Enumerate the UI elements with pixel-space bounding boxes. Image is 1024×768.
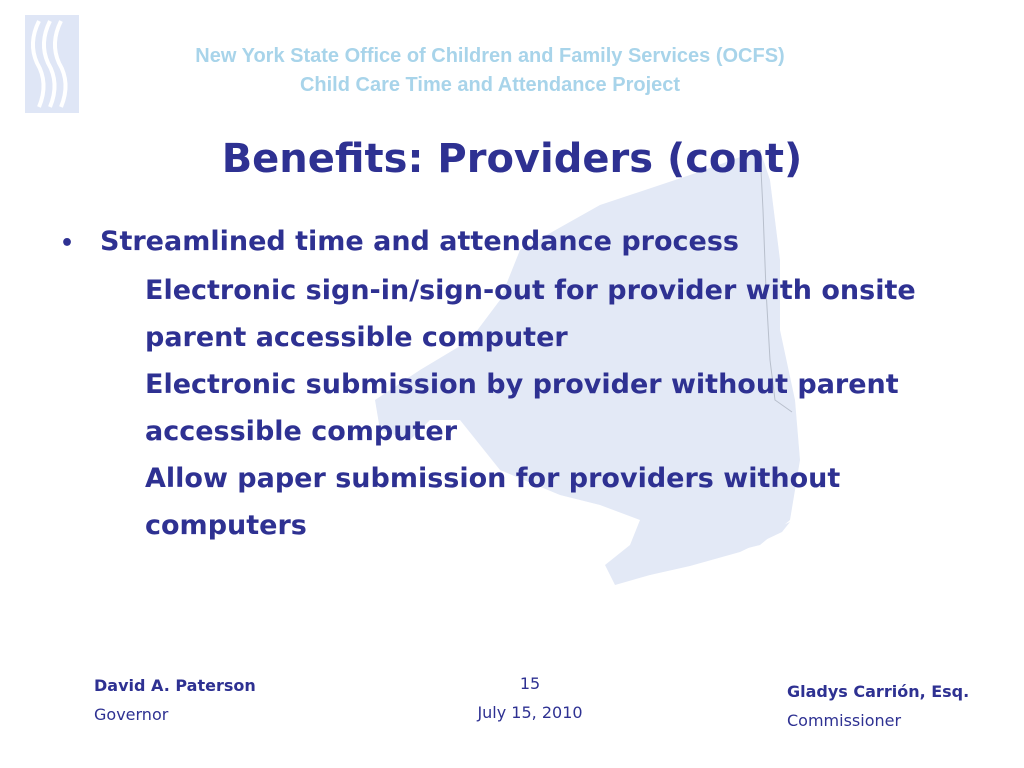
slide-content	[60, 218, 980, 549]
governor-name: David A. Paterson	[94, 676, 256, 695]
ocfs-logo-icon	[25, 15, 79, 113]
sub-item-line: Electronic submission by provider without parent	[145, 369, 899, 400]
commissioner-title: Commissioner	[787, 711, 902, 730]
sub-item	[145, 455, 965, 549]
header-organization: New York State Office of Children and Family Services (OCFS)	[195, 45, 785, 67]
footer-center	[430, 669, 630, 727]
sub-item	[145, 361, 965, 455]
sub-item-line: accessible computer	[145, 416, 458, 447]
header	[95, 42, 885, 100]
sub-item-line: Allow paper submission for providers without	[145, 463, 841, 494]
governor-title: Governor	[94, 705, 169, 724]
bullet-icon: •	[60, 231, 75, 256]
commissioner-name: Gladys Carrión, Esq.	[787, 682, 970, 701]
presentation-date: July 15, 2010	[477, 703, 583, 722]
bullet-text: Streamlined time and attendance process	[100, 226, 739, 257]
bullet-item	[60, 218, 980, 267]
sub-item-line: Electronic sign-in/sign-out for provider with onsite	[145, 275, 916, 306]
header-project: Child Care Time and Attendance Project	[299, 74, 681, 96]
sub-item-line: computers	[145, 510, 307, 541]
footer-commissioner	[787, 677, 969, 735]
slide-title: Benefits: Providers (cont)	[221, 136, 803, 182]
page-number: 15	[519, 674, 541, 693]
footer-governor	[94, 671, 256, 729]
sub-item	[145, 267, 965, 361]
sub-item-line: parent accessible computer	[145, 322, 568, 353]
